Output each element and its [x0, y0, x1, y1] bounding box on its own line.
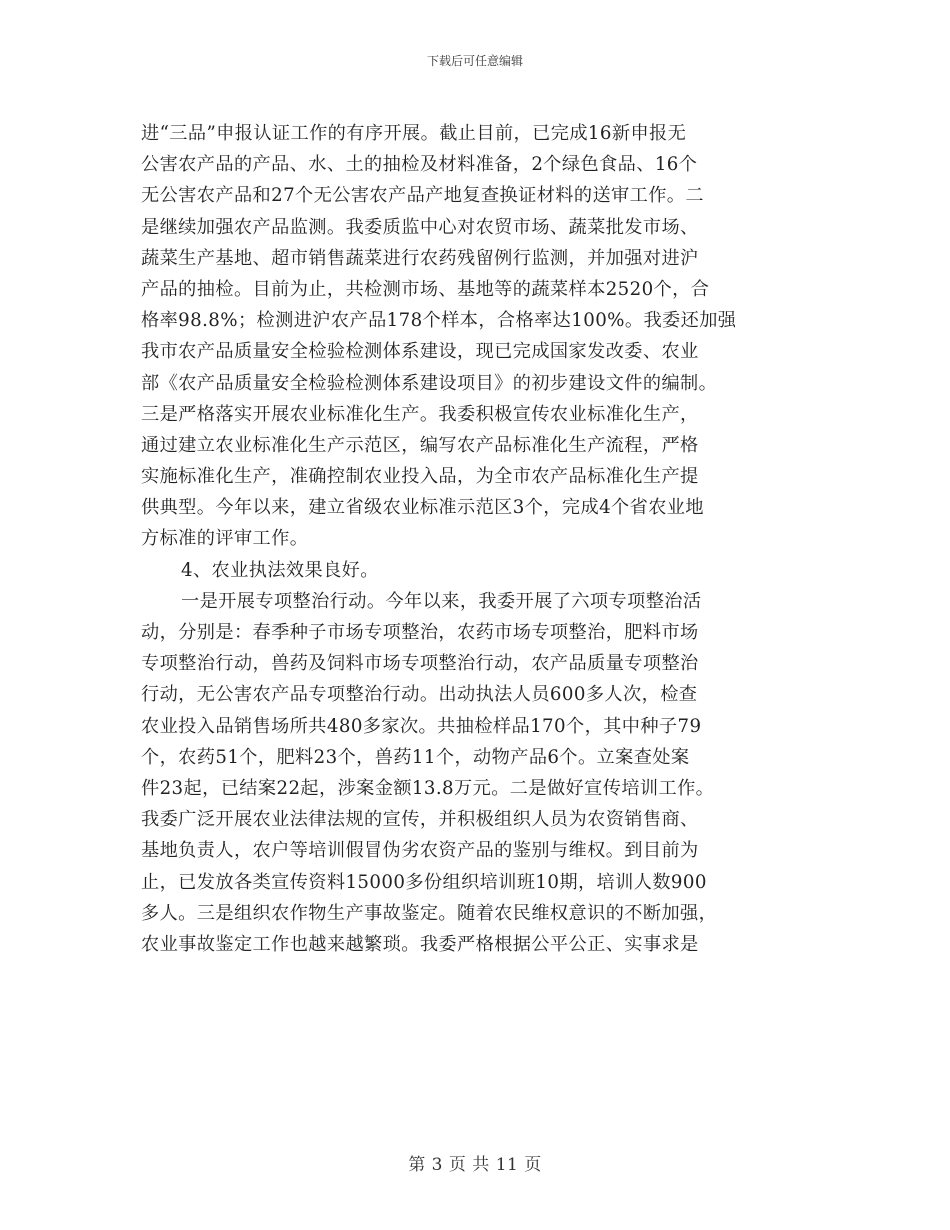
body-line: 方标准的评审工作。 — [141, 528, 309, 550]
body-line: 通过建立农业标准化生产示范区，编写农产品标准化生产流程，严格 — [141, 434, 699, 456]
body-line: 进“三品”申报认证工作的有序开展。截止目前，已完成16新申报无 — [141, 123, 687, 144]
page-number-footer: 第 3 页 共 11 页 — [408, 1155, 542, 1175]
body-line: 我委广泛开展农业法律法规的宣传，并积极组织人员为农资销售商、 — [141, 809, 699, 831]
body-line: 产品的抽检。目前为止，共检测市场、基地等的蔬菜样本2520个，合 — [141, 278, 710, 300]
page-header: 下载后可任意编辑 — [426, 54, 523, 68]
body-line: 我市农产品质量安全检验检测体系建设，现已完成国家发改委、农业 — [141, 341, 699, 363]
body-line: 公害农产品的产品、水、土的抽检及材料准备，2个绿色食品、16个 — [141, 154, 698, 176]
body-line: 基地负责人，农户等培训假冒伪劣农资产品的鉴别与维权。到目前为 — [141, 840, 699, 862]
body-line: 专项整治行动，兽药及饲料市场专项整治行动，农产品质量专项整治 — [141, 653, 699, 675]
body-line: 无公害农产品和27个无公害农产品产地复查换证材料的送审工作。二 — [141, 185, 704, 207]
body-line: 供典型。今年以来，建立省级农业标准示范区3个，完成4个省农业地 — [141, 497, 704, 519]
body-line: 是继续加强农产品监测。我委质监中心对农贸市场、蔬菜批发市场、 — [141, 216, 699, 238]
body-line: 行动，无公害农产品专项整治行动。出动执法人员600多人次，检查 — [141, 684, 698, 706]
section-heading: 4、农业执法效果良好。 — [181, 559, 379, 581]
body-line: 个，农药51个，肥料23个，兽药11个，动物产品6个。立案查处案 — [141, 746, 690, 768]
body-line: 动，分别是：春季种子市场专项整治，农药市场专项整治，肥料市场 — [141, 622, 699, 643]
body-line: 实施标准化生产，准确控制农业投入品，为全市农产品标准化生产提 — [141, 466, 699, 488]
document-body — [141, 118, 821, 960]
body-line: 三是严格落实开展农业标准化生产。我委积极宣传农业标准化生产， — [141, 403, 699, 425]
body-line: 止，已发放各类宣传资料15000多份组织培训班10期，培训人数900 — [141, 871, 707, 893]
body-line: 多人。三是组织农作物生产事故鉴定。随着农民维权意识的不断加强， — [141, 902, 718, 924]
paragraph-first-line: 一是开展专项整治行动。今年以来，我委开展了六项专项整治活 — [181, 590, 702, 612]
body-line: 部《农产品质量安全检验检测体系建设项目》的初步建设文件的编制。 — [141, 372, 718, 394]
body-line: 件23起，已结案22起，涉案金额13.8万元。二是做好宣传培训工作。 — [141, 777, 715, 799]
body-line: 农业事故鉴定工作也越来越繁琐。我委严格根据公平公正、实事求是 — [141, 933, 699, 955]
body-line: 格率98.8%；检测进沪农产品178个样本，合格率达100%。我委还加强 — [141, 310, 737, 332]
body-line: 农业投入品销售场所共480多家次。共抽检样品170个，其中种子79 — [141, 715, 702, 737]
body-line: 蔬菜生产基地、超市销售蔬菜进行农药残留例行监测，并加强对进沪 — [141, 247, 699, 269]
